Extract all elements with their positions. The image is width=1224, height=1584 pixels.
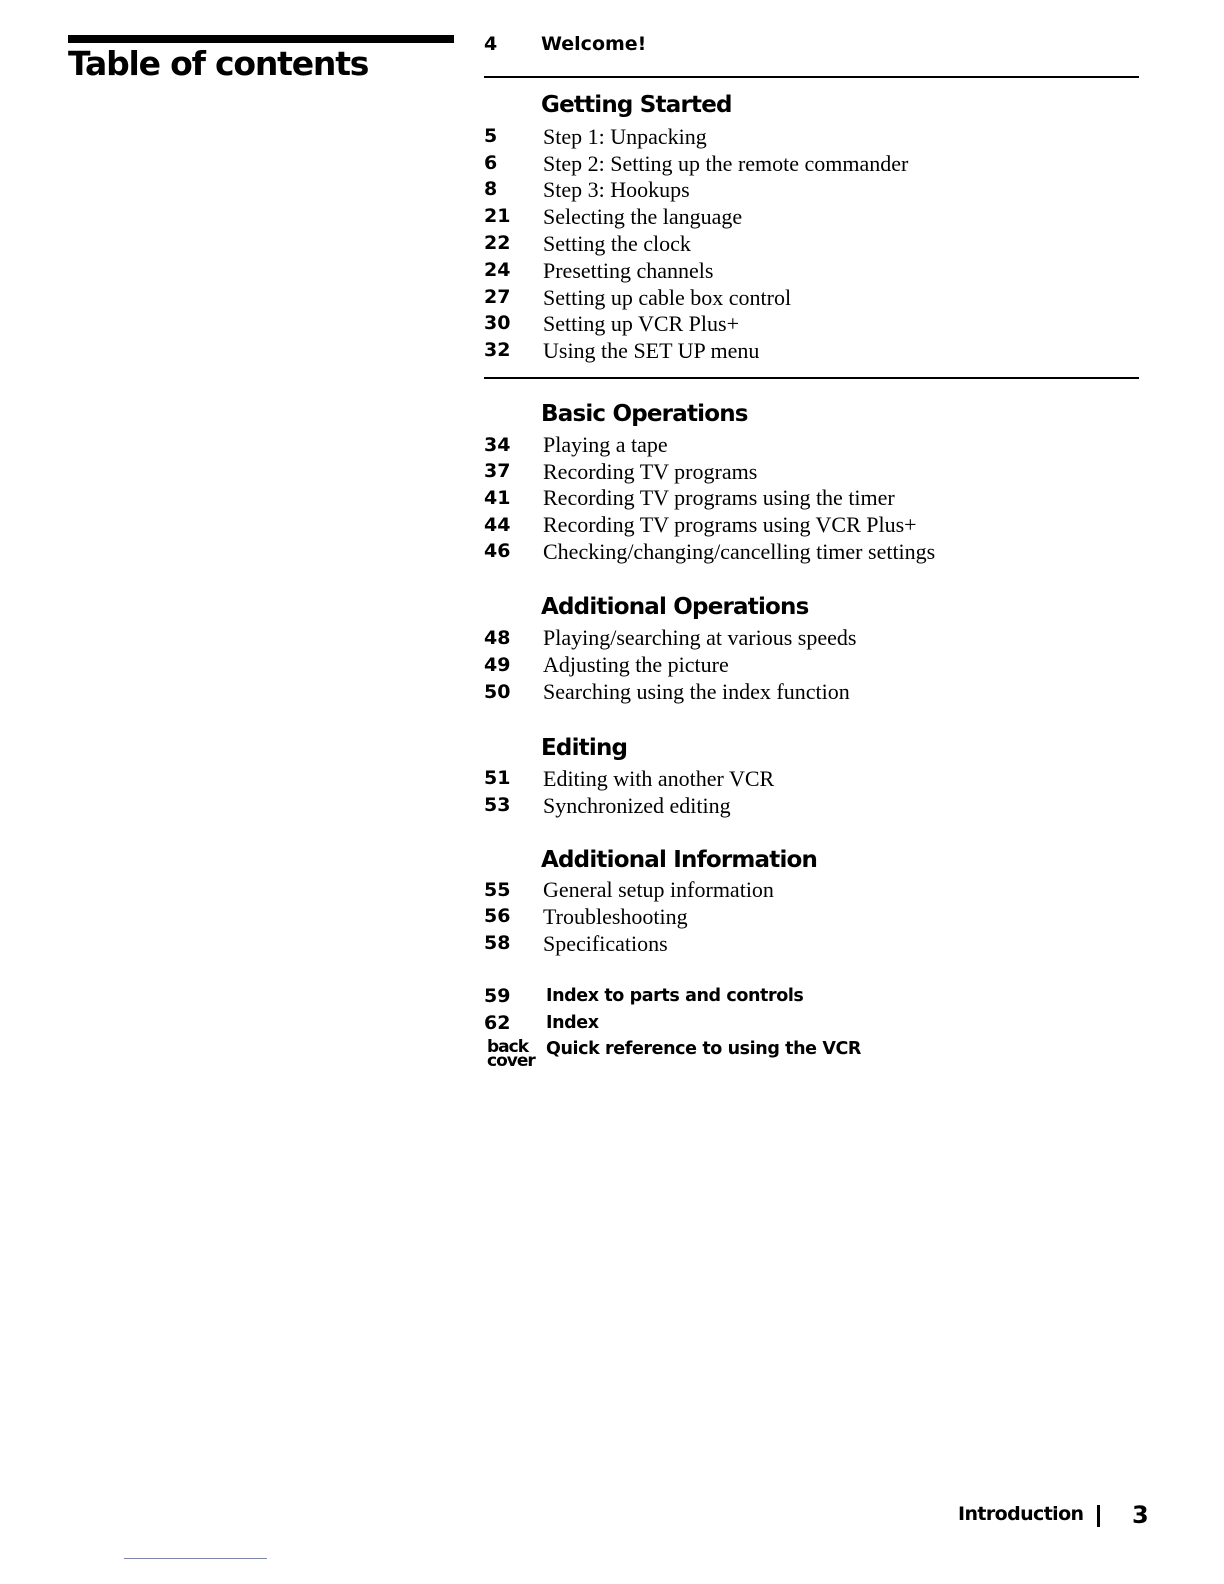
title-rule bbox=[68, 35, 454, 43]
toc-entry[interactable]: Checking/changing/cancelling timer settings bbox=[543, 539, 936, 564]
toc-entry[interactable]: Selecting the language bbox=[543, 204, 743, 229]
toc-page-number: 30 bbox=[484, 312, 511, 334]
toc-entry[interactable]: Editing with another VCR bbox=[543, 766, 775, 791]
toc-entry[interactable]: Synchronized editing bbox=[543, 793, 731, 818]
toc-page-number: 59 bbox=[484, 985, 511, 1007]
toc-page-number: 55 bbox=[484, 879, 511, 901]
toc-page-back-cover bbox=[487, 1037, 535, 1072]
bottom-margin-line bbox=[124, 1558, 267, 1559]
toc-page-number: 48 bbox=[484, 627, 511, 649]
toc-page-number: 8 bbox=[484, 178, 498, 200]
page-number: 3 bbox=[1132, 1501, 1149, 1529]
section-heading-getting-started: Getting Started bbox=[541, 92, 732, 118]
section-heading-editing: Editing bbox=[541, 735, 628, 761]
toc-page-number: 4 bbox=[484, 33, 498, 55]
toc-entry[interactable]: Setting the clock bbox=[543, 231, 691, 256]
toc-entry[interactable]: Step 2: Setting up the remote commander bbox=[543, 151, 909, 176]
toc-page-number: 37 bbox=[484, 460, 511, 482]
toc-page-number: 27 bbox=[484, 286, 511, 308]
toc-page-number: 22 bbox=[484, 232, 511, 254]
toc-page-number: 56 bbox=[484, 905, 511, 927]
toc-page-number: 6 bbox=[484, 152, 498, 174]
toc-entry[interactable]: Searching using the index function bbox=[543, 679, 850, 704]
toc-page-number: 21 bbox=[484, 205, 511, 227]
toc-entry[interactable]: Recording TV programs using the timer bbox=[543, 485, 895, 510]
toc-page-number: 5 bbox=[484, 125, 498, 147]
toc-entry[interactable]: Playing a tape bbox=[543, 432, 668, 457]
toc-entry[interactable]: Using the SET UP menu bbox=[543, 338, 760, 363]
toc-entry[interactable]: Adjusting the picture bbox=[543, 652, 729, 677]
toc-entry[interactable]: Presetting channels bbox=[543, 258, 714, 283]
toc-entry-welcome[interactable]: Welcome! bbox=[541, 33, 647, 55]
toc-entry[interactable]: Setting up cable box control bbox=[543, 285, 792, 310]
toc-entry[interactable]: Recording TV programs bbox=[543, 459, 758, 484]
toc-entry-index-parts-controls[interactable]: Index to parts and controls bbox=[546, 986, 804, 1006]
toc-entry[interactable]: Step 1: Unpacking bbox=[543, 124, 707, 149]
toc-page-number: 44 bbox=[484, 514, 511, 536]
section-divider bbox=[484, 377, 1139, 379]
section-heading-additional-information: Additional Information bbox=[541, 847, 818, 873]
section-heading-basic-operations: Basic Operations bbox=[541, 401, 748, 427]
toc-entry[interactable]: Setting up VCR Plus+ bbox=[543, 311, 739, 336]
toc-entry[interactable]: Playing/searching at various speeds bbox=[543, 625, 857, 650]
toc-page-number: 50 bbox=[484, 681, 511, 703]
toc-page-number: 46 bbox=[484, 540, 511, 562]
toc-page-number: 58 bbox=[484, 932, 511, 954]
footer-separator bbox=[1097, 1505, 1100, 1527]
toc-page-number: 53 bbox=[484, 794, 511, 816]
toc-page-number: 51 bbox=[484, 767, 511, 789]
toc-page-number: 62 bbox=[484, 1012, 511, 1034]
toc-entry[interactable]: Specifications bbox=[543, 931, 668, 956]
page-title: Table of contents bbox=[68, 44, 369, 83]
footer-section-name: Introduction bbox=[958, 1503, 1084, 1525]
toc-entry-quick-reference[interactable]: Quick reference to using the VCR bbox=[546, 1039, 861, 1059]
toc-page-number: 32 bbox=[484, 339, 511, 361]
toc-entry[interactable]: General setup information bbox=[543, 877, 774, 902]
toc-entry[interactable]: Step 3: Hookups bbox=[543, 177, 690, 202]
section-heading-additional-operations: Additional Operations bbox=[541, 594, 809, 620]
toc-entry[interactable]: Troubleshooting bbox=[543, 904, 688, 929]
toc-page-number: 41 bbox=[484, 487, 511, 509]
back-cover-line1: back bbox=[487, 1037, 529, 1057]
toc-entry-index[interactable]: Index bbox=[546, 1013, 599, 1033]
toc-page-number: 34 bbox=[484, 434, 511, 456]
back-cover-line2: cover bbox=[487, 1051, 535, 1072]
toc-entry[interactable]: Recording TV programs using VCR Plus+ bbox=[543, 512, 917, 537]
toc-page-number: 49 bbox=[484, 654, 511, 676]
toc-page-number: 24 bbox=[484, 259, 511, 281]
section-divider bbox=[484, 76, 1139, 78]
